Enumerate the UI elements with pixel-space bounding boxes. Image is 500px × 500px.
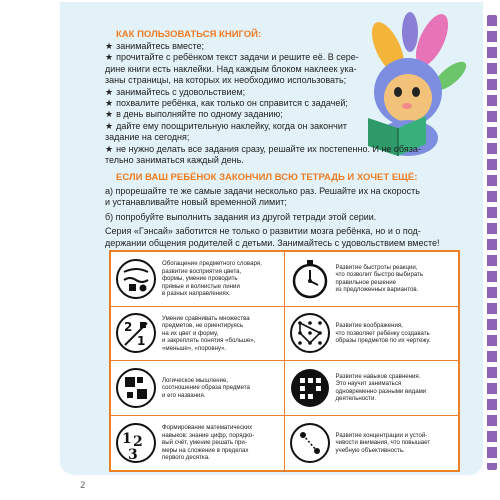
skill-text: Формирование математических навыков: знание цифр, порядко- вый счёт, умение решать при- меры на сложение в пределах первого десятка.: [162, 424, 255, 461]
skill-text: Обогащение предметного словаря, развитие восприятия цвета, формы, умение проводить прямые и волнистые линии в разных направлениях.: [162, 260, 262, 297]
skill-cell: [111, 416, 285, 471]
skill-text: Развитие навыков сравнения. Это научит заниматься одновременно разными видами деятельности.: [335, 372, 427, 403]
skill-text: Умение сравнивать множества предметов, не ориентируясь на их цвет и форму, и закреплять понятия «больше», «меньше», «поровну».: [162, 314, 256, 352]
stopwatch-icon: [289, 258, 331, 300]
skill-text: Развитие быстроты реакции, что позволит быстро выбирать правильное решение из предложенных вариантов.: [335, 263, 424, 294]
compare-sets-icon: [115, 312, 157, 354]
star-bullet-icon: ★: [105, 120, 114, 131]
svg-text:1: 1: [122, 430, 132, 447]
svg-text:2: 2: [124, 320, 133, 335]
dot-grid-icon: [289, 312, 331, 354]
list-item: ★ дайте ему поощрительную наклейку, когда он закончит задание на сегодня;: [105, 120, 347, 143]
svg-text:2: 2: [133, 433, 143, 450]
skill-cell: [285, 416, 459, 471]
numbers-icon: [115, 422, 157, 464]
list-item: ★ занимайтесь вместе;: [105, 41, 205, 51]
skill-cell: [285, 361, 459, 416]
skill-text: Развитие воображения, что позволяет ребёнку создавать образы предметов по их чертежу.: [335, 322, 431, 344]
puzzle-icon: [115, 367, 157, 409]
skill-cell: [111, 307, 285, 362]
skill-cell: [285, 252, 459, 307]
page-number: 2: [80, 481, 86, 491]
skill-cell: [285, 307, 459, 362]
svg-text:3: 3: [128, 446, 138, 463]
dot-trace-icon: [289, 422, 331, 464]
skill-cell: [111, 252, 285, 307]
star-bullet-icon: ★: [105, 109, 114, 120]
skills-grid: [109, 250, 460, 472]
list-item: ★ прочитайте с ребёнком текст задачи и решите её. В серe- дине книги есть наклейки. Над каждым блоком наклеек ука- заны страницы, на которых их необходимо использовать;: [105, 52, 359, 86]
list-item: ★ не нужно делать все задания сразу, решайте их постепенно. И не обяза- тельно заниматься каждый день.: [105, 143, 421, 166]
list-item: ★ похвалите ребёнка, как только он справится с задачей;: [105, 98, 348, 109]
color-shapes-icon: [115, 258, 157, 300]
pattern-grid-icon: [289, 367, 331, 409]
star-bullet-icon: ★: [105, 41, 114, 51]
skill-cell: [111, 361, 285, 416]
svg-text:1: 1: [137, 334, 146, 349]
heading-if-finished: ЕСЛИ ВАШ РЕБЁНОК ЗАКОНЧИЛ ВСЮ ТЕТРАДЬ И ХОЧЕТ ЕЩЁ:: [116, 172, 418, 183]
heading-how-to-use: КАК ПОЛЬЗОВАТЬСЯ КНИГОЙ:: [116, 29, 262, 40]
skill-text: Логическое мышление, соотношение образа предмета и его названия.: [162, 376, 250, 399]
star-bullet-icon: ★: [105, 98, 114, 109]
skill-text: Развитие концентрации и устой- чивости внимания, что повышает учебную объективность.: [335, 431, 431, 454]
how-to-use-list: [105, 41, 421, 166]
list-item: ★ занимайтесь с удовольствием;: [105, 86, 246, 97]
spiral-binding: [487, 15, 497, 470]
star-bullet-icon: ★: [105, 143, 114, 154]
if-finished-text: а) прорешайте те же самые задачи несколько раз. Решайте их на скорость и устанавливайте новый временной лимит; б) попробуйте выполнить задания из другой тетради этой серии. Серия «Гэнсай» заботится не только о развитии мозга ребёнка, но и о под- держании общения родителей с детьми. Занимайтесь с удовольствием вместе!: [105, 186, 440, 248]
star-bullet-icon: ★: [105, 52, 114, 63]
list-item: ★ в день выполняйте по одному заданию;: [105, 109, 283, 120]
star-bullet-icon: ★: [105, 86, 114, 97]
